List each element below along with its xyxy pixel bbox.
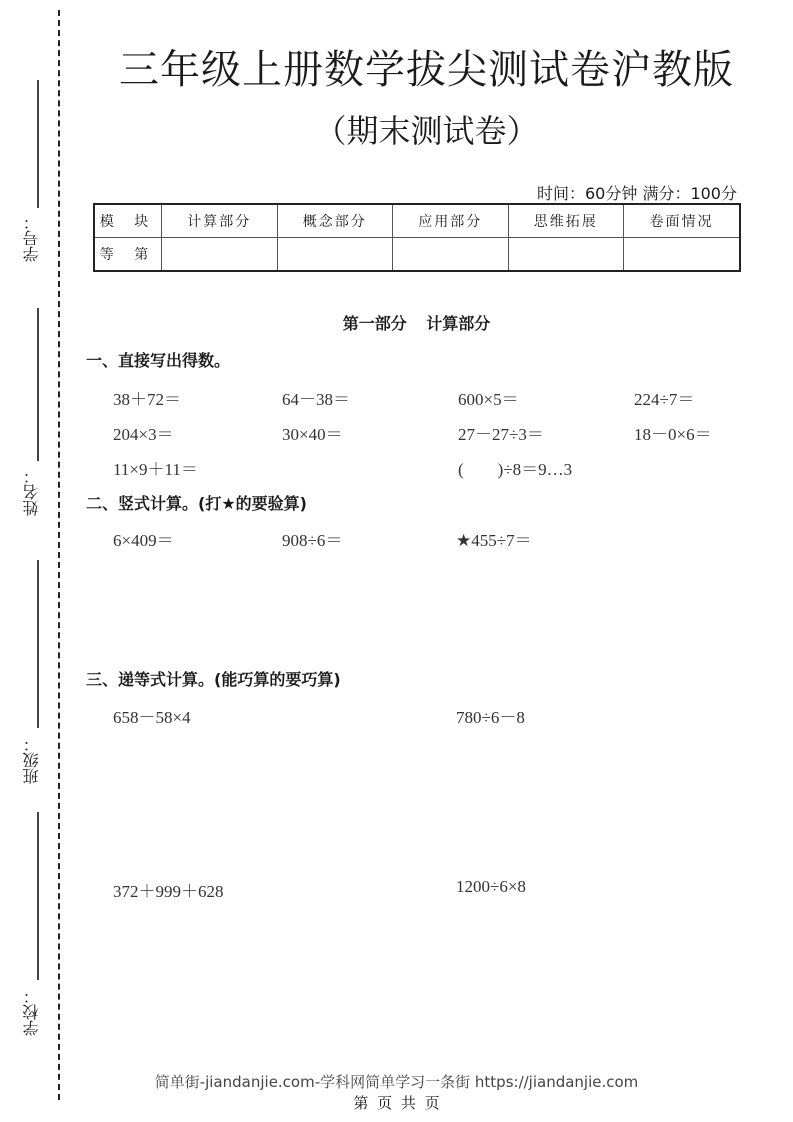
column-concept: 概念部分 bbox=[277, 204, 393, 238]
expression: 658－58×4 bbox=[113, 708, 191, 727]
class-blank[interactable] bbox=[37, 560, 39, 728]
binding-cut-line bbox=[58, 10, 60, 1100]
expression: 600×5＝ bbox=[458, 390, 519, 409]
question-2-heading: 二、竖式计算。(打★的要验算) bbox=[86, 494, 307, 513]
expression: 204×3＝ bbox=[113, 425, 174, 444]
time-and-score-info: 时间：60分钟 满分：100分 bbox=[537, 184, 737, 203]
page-title: 三年级上册数学拔尖测试卷沪教版 bbox=[119, 47, 734, 93]
grade-cell-calculation[interactable] bbox=[162, 238, 278, 272]
expression: 30×40＝ bbox=[282, 425, 343, 444]
column-thinking: 思维拓展 bbox=[508, 204, 624, 238]
expression: 27－27÷3＝ bbox=[458, 425, 544, 444]
expression: 780÷6－8 bbox=[456, 708, 525, 727]
score-table bbox=[93, 203, 741, 272]
expression: ( )÷8＝9…3 bbox=[458, 460, 573, 479]
footer-site-text: 简单街-jiandanjie.com-学科网简单学习一条街 https://jiandanjie.com bbox=[154, 1073, 639, 1091]
row-label-grade: 等 第 bbox=[94, 238, 162, 272]
part-title: 第一部分 计算部分 bbox=[342, 314, 491, 333]
expression: 1200÷6×8 bbox=[456, 877, 526, 896]
expression: 6×409＝ bbox=[113, 531, 174, 550]
column-application: 应用部分 bbox=[393, 204, 509, 238]
score-table-header-row bbox=[94, 204, 740, 238]
expression: 38＋72＝ bbox=[113, 390, 181, 409]
page-number: 第 页 共 页 bbox=[353, 1094, 440, 1112]
expression: 64－38＝ bbox=[282, 390, 350, 409]
expression: 11×9＋11＝ bbox=[113, 460, 198, 479]
student-id-label: 学号： bbox=[22, 214, 41, 262]
class-label: 班级： bbox=[22, 736, 41, 784]
column-calculation: 计算部分 bbox=[162, 204, 278, 238]
student-name-label: 姓名： bbox=[22, 468, 41, 516]
school-label: 学校： bbox=[22, 988, 41, 1036]
row-label-module: 模 块 bbox=[94, 204, 162, 238]
school-blank[interactable] bbox=[37, 812, 39, 980]
expression: 372＋999＋628 bbox=[113, 882, 224, 901]
grade-cell-thinking[interactable] bbox=[508, 238, 624, 272]
expression: 908÷6＝ bbox=[282, 531, 343, 550]
question-3-heading: 三、递等式计算。(能巧算的要巧算) bbox=[86, 670, 341, 689]
grade-cell-application[interactable] bbox=[393, 238, 509, 272]
grade-cell-concept[interactable] bbox=[277, 238, 393, 272]
grade-cell-neatness[interactable] bbox=[624, 238, 740, 272]
score-table-grade-row bbox=[94, 238, 740, 272]
question-1-heading: 一、直接写出得数。 bbox=[86, 351, 231, 370]
expression-starred: ★455÷7＝ bbox=[456, 531, 532, 550]
expression: 18－0×6＝ bbox=[634, 425, 712, 444]
expression: 224÷7＝ bbox=[634, 390, 695, 409]
page-subtitle: （期末测试卷） bbox=[314, 112, 539, 150]
column-neatness: 卷面情况 bbox=[624, 204, 740, 238]
